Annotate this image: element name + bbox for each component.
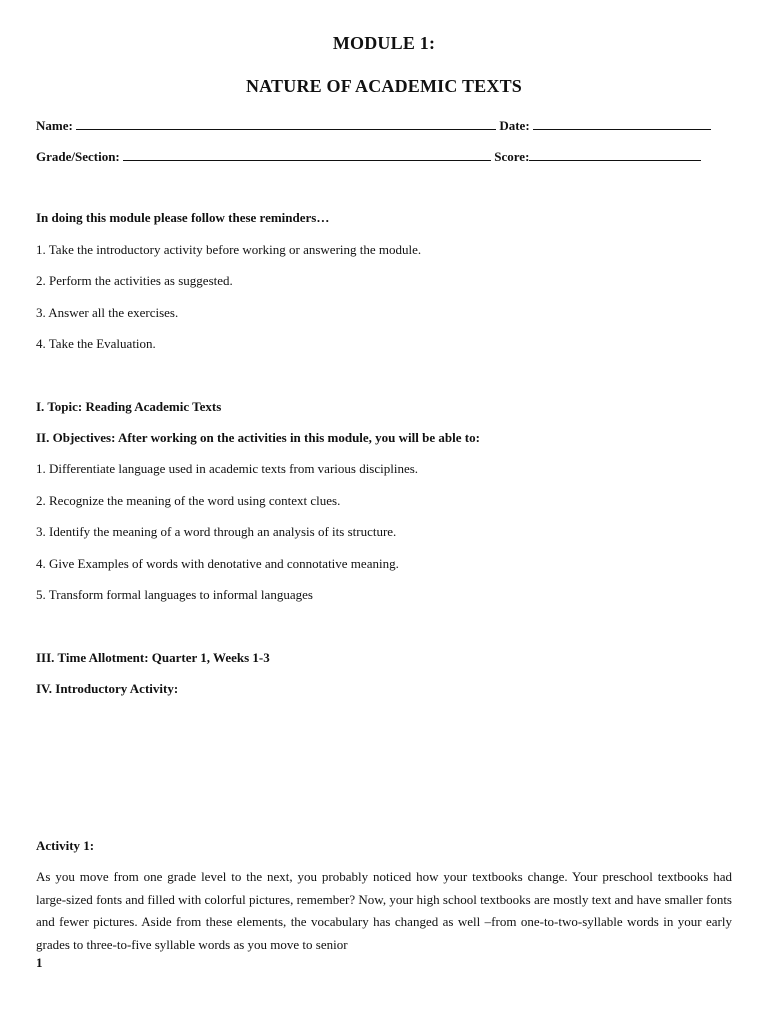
introductory-activity-heading: IV. Introductory Activity:: [36, 681, 179, 696]
name-date-row: [36, 117, 736, 134]
score-blank[interactable]: [529, 148, 701, 161]
module-title: NATURE OF ACADEMIC TEXTS: [245, 76, 522, 96]
objective-item: 4. Give Examples of words with denotative and connotative meaning.: [36, 556, 399, 571]
objectives-heading: II. Objectives: After working on the activities in this module, you will be able to:: [36, 430, 480, 445]
date-blank[interactable]: [533, 117, 711, 130]
grade-score-row: [36, 148, 736, 165]
reminder-item: 1. Take the introductory activity before working or answering the module.: [36, 242, 422, 257]
reminders-heading: In doing this module please follow these reminders…: [36, 210, 330, 225]
objective-item: 2. Recognize the meaning of the word using context clues.: [36, 493, 341, 508]
activity-paragraph: As you move from one grade level to the next, you probably noticed how your textbooks change. Your preschool textbooks had large-sized fonts and filled with colorful pictures, remember? Now, your high school textbooks are mostly text and have smaller fonts and fewer pictures. Aside from these elements, the vocabulary has changed as well –from one-to-two-syllable words in your early grades to three-to-five syllable words as you move to senior: [36, 869, 732, 952]
reminder-item: 4. Take the Evaluation.: [36, 336, 156, 351]
topic-heading: I. Topic: Reading Academic Texts: [36, 399, 222, 414]
page-number: 1: [36, 955, 43, 970]
grade-section-label: Grade/Section:: [36, 149, 120, 164]
reminder-item: 2. Perform the activities as suggested.: [36, 273, 233, 288]
objective-item: 3. Identify the meaning of a word through an analysis of its structure.: [36, 524, 397, 539]
activity-heading: Activity 1:: [36, 838, 95, 853]
score-label: Score:: [494, 149, 530, 164]
grade-section-blank[interactable]: [123, 148, 491, 161]
module-heading: MODULE 1:: [332, 33, 436, 53]
time-allotment-heading: III. Time Allotment: Quarter 1, Weeks 1-3: [36, 650, 270, 665]
date-label: Date:: [499, 118, 530, 133]
objective-item: 5. Transform formal languages to informal languages: [36, 587, 313, 602]
name-blank[interactable]: [76, 117, 496, 130]
objective-item: 1. Differentiate language used in academic texts from various disciplines.: [36, 461, 419, 476]
reminder-item: 3. Answer all the exercises.: [36, 305, 179, 320]
name-label: Name:: [36, 118, 73, 133]
